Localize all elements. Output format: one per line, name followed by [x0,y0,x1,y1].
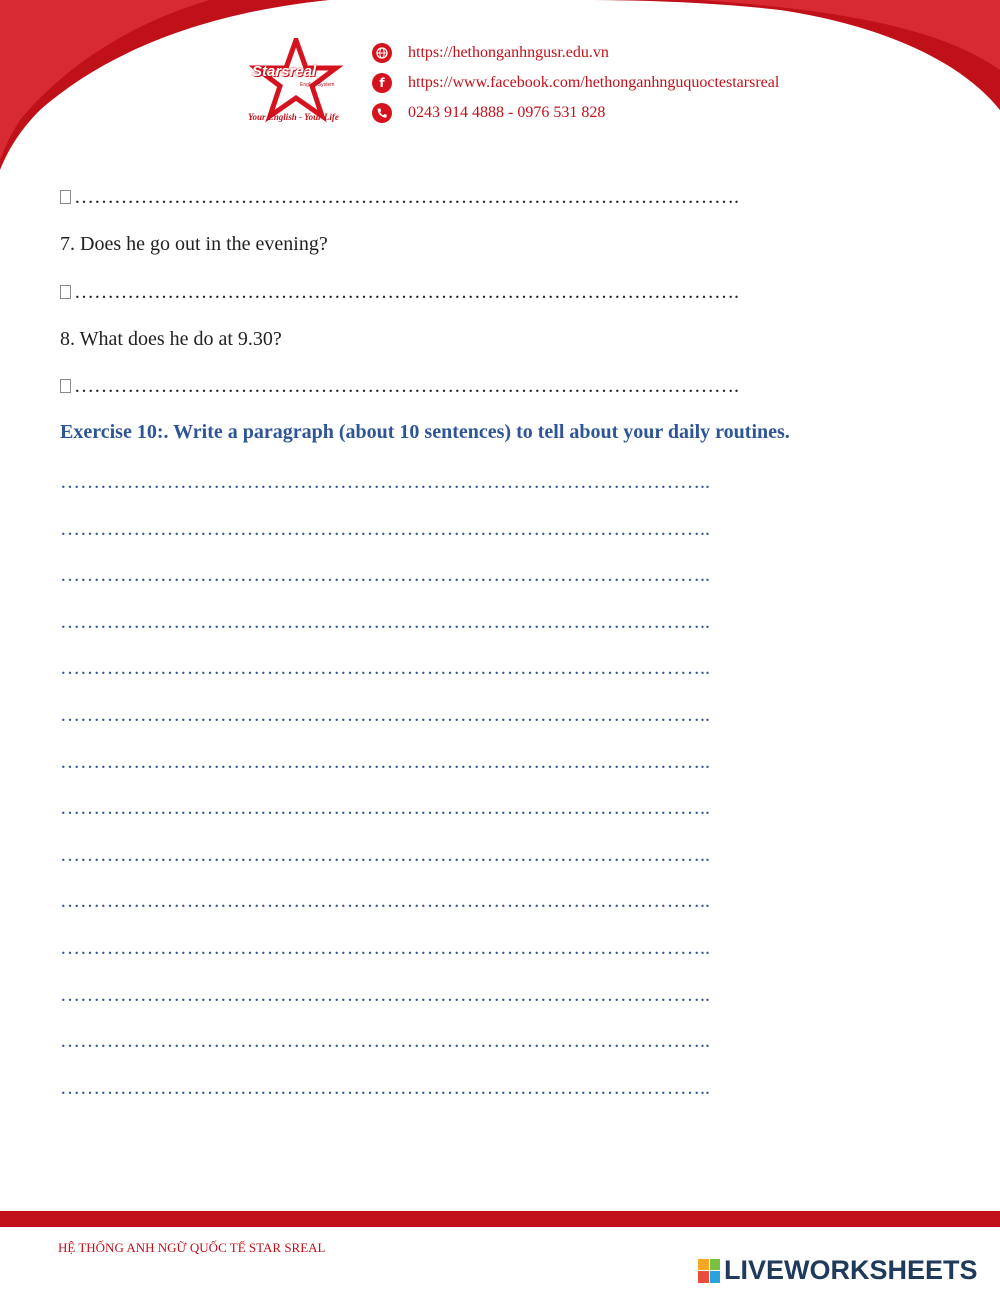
contact-website[interactable] [372,38,779,68]
writing-line[interactable]: …………………………………………………………………………………….. [60,517,710,540]
checkbox-icon [60,379,71,393]
answer-dots: ………………………………………………………………………………………. [74,186,739,208]
logo-slogan: Your English - Your Life [248,112,339,122]
writing-line[interactable]: …………………………………………………………………………………….. [60,564,710,587]
facebook-icon: f [372,73,392,93]
answer-line-7[interactable] [60,281,739,304]
phone-numbers: 0243 914 4888 - 0976 531 828 [408,104,606,121]
writing-line[interactable]: …………………………………………………………………………………….. [60,983,710,1006]
writing-line[interactable]: …………………………………………………………………………………….. [60,843,710,866]
writing-line[interactable]: …………………………………………………………………………………….. [60,471,710,493]
answer-line-8[interactable] [60,375,739,398]
checkbox-icon [60,285,71,299]
contact-info [372,38,779,128]
phone-icon [372,103,392,123]
liveworksheets-brand: LIVEWORKSHEETS [724,1255,978,1285]
facebook-url: https://www.facebook.com/hethonganhnguquoctestarsreal [408,74,780,91]
logo-subtitle: English System [300,82,335,88]
answer-dots: ………………………………………………………………………………………. [74,375,739,397]
footer-org-name: HỆ THỐNG ANH NGỮ QUỐC TẾ STAR SREAL [58,1240,326,1255]
globe-icon [372,43,392,63]
writing-line[interactable]: …………………………………………………………………………………….. [60,1030,710,1053]
question-8: 8. What does he do at 9.30? [60,328,282,350]
writing-line[interactable]: …………………………………………………………………………………….. [60,657,710,680]
writing-line[interactable]: …………………………………………………………………………………….. [60,610,710,633]
contact-facebook[interactable] [372,68,779,98]
question-7: 7. Does he go out in the evening? [60,233,328,255]
writing-line[interactable]: …………………………………………………………………………………….. [60,797,710,820]
answer-dots: ………………………………………………………………………………………. [74,281,739,303]
logo-name: Starsreal [252,63,317,80]
writing-line[interactable]: …………………………………………………………………………………….. [60,936,710,959]
exercise-10-title: Exercise 10:. Write a paragraph (about 10 sentences) to tell about your daily routines. [60,421,790,443]
contact-phone[interactable] [372,98,779,128]
writing-line[interactable]: …………………………………………………………………………………….. [60,890,710,913]
liveworksheets-icon [698,1259,720,1283]
writing-line[interactable]: …………………………………………………………………………………….. [60,1076,710,1099]
writing-lines [60,468,710,1120]
footer-bar [0,1211,1000,1227]
writing-line[interactable]: …………………………………………………………………………………….. [60,750,710,773]
checkbox-icon [60,190,71,204]
answer-line-6[interactable] [60,186,739,209]
liveworksheets-logo [698,1255,978,1286]
website-url: https://hethonganhngusr.edu.vn [408,44,609,61]
writing-line[interactable]: …………………………………………………………………………………….. [60,703,710,726]
